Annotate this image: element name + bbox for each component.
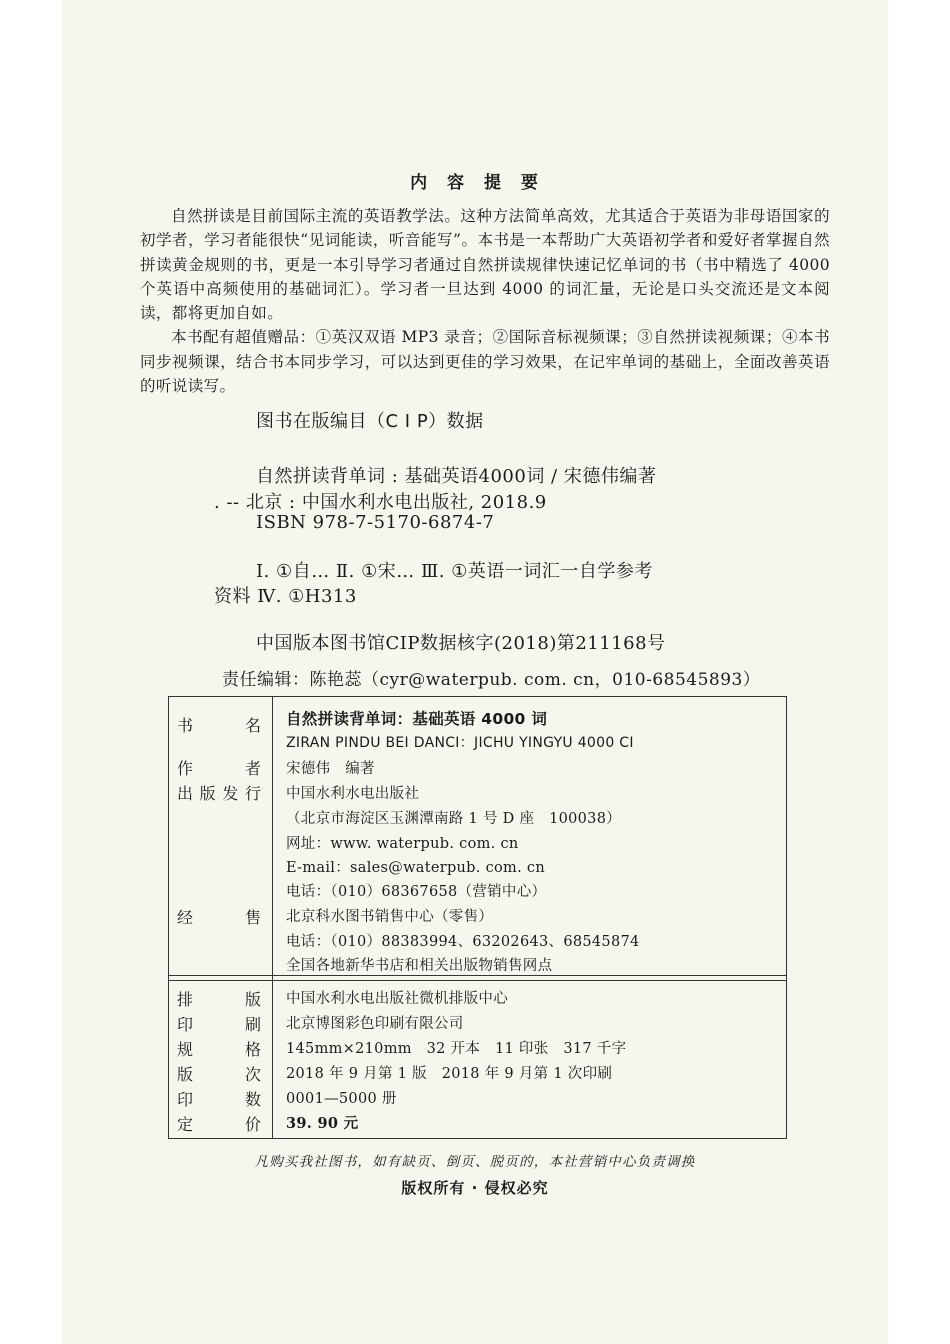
distribution-network: 全国各地新华书店和相关出版物销售网点 [286, 958, 553, 974]
cip-classification-line: Ⅰ. ①自… Ⅱ. ①宋… Ⅲ. ①英语一词汇一自学参考 [256, 561, 653, 582]
typesetting-value: 中国水利水电出版社微机排版中心 [286, 991, 508, 1007]
label-spec: 规 格 [177, 1040, 261, 1059]
cip-classification-line-2: 资料 Ⅳ. ①H313 [214, 586, 357, 607]
cip-heading: 图书在版编目（C I P）数据 [256, 411, 484, 432]
table-divider [272, 697, 273, 1138]
cip-title-line: 自然拼读背单词 : 基础英语4000词 / 宋德伟编著 [256, 466, 657, 487]
label-distribution: 经 售 [177, 908, 261, 927]
summary-title: 内 容 提 要 [410, 173, 540, 193]
responsible-editor: 责任编辑：陈艳蕊（cyr@waterpub. com. cn，010-68545893） [222, 670, 761, 690]
label-book-name: 书 名 [177, 716, 261, 735]
printing-value: 北京博图彩色印刷有限公司 [286, 1016, 464, 1032]
label-author: 作 者 [177, 759, 261, 778]
book-title-cn: 自然拼读背单词：基础英语 4000 词 [286, 710, 548, 728]
spec-value: 145mm×210mm 32 开本 11 印张 317 千字 [286, 1041, 627, 1057]
distributor-phone: 电话：（010）88383994、63202643、68545874 [286, 934, 640, 950]
cip-record-number: 中国版本图书馆CIP数据核字(2018)第211168号 [256, 633, 666, 654]
label-printing: 印 刷 [177, 1015, 261, 1034]
author-value: 宋德伟 编著 [286, 761, 375, 777]
publisher-website: 网址：www. waterpub. com. cn [286, 836, 519, 852]
print-run-value: 0001—5000 册 [286, 1091, 397, 1107]
cip-isbn-line: ISBN 978-7-5170-6874-7 [256, 512, 495, 533]
label-publisher: 出 版 发 行 [177, 784, 261, 803]
price-value: 39. 90 元 [286, 1115, 359, 1132]
summary-body [140, 204, 830, 398]
book-title-en: ZIRAN PINDU BEI DANCI：JICHU YINGYU 4000 CI [286, 735, 634, 751]
summary-paragraph: 自然拼读是目前国际主流的英语教学法。这种方法简单高效，尤其适合于英语为非母语国家的初学者，学习者能很快“见词能读，听音能写”。本书是一本帮助广大英语初学者和爱好者掌握自然拼读黄金规则的书，更是一本引导学习者通过自然拼读规律快速记忆单词的书（书中精选了 4000 个英语中高频使用的基础词汇）。学习者一旦达到 4000 的词汇量，无论是口头交流还是文本阅读，都将更加自如。 [140, 207, 830, 323]
return-policy-note: 凡购买我社图书，如有缺页、倒页、脱页的，本社营销中心负责调换 [254, 1154, 696, 1170]
publisher-address: （北京市海淀区玉渊潭南路 1 号 D 座 100038） [286, 811, 622, 827]
cip-publication-line: . -- 北京 : 中国水利水电出版社, 2018.9 [214, 492, 547, 513]
label-print-run: 印 数 [177, 1090, 261, 1109]
publisher-value: 中国水利水电出版社 [286, 786, 420, 802]
summary-paragraph: 本书配有超值赠品：①英汉双语 MP3 录音；②国际音标视频课；③自然拼读视频课；④本书同步视频课，结合书本同步学习，可以达到更佳的学习效果，在记牢单词的基础上，全面改善英语的听说读写。 [140, 328, 830, 396]
publisher-phone: 电话：（010）68367658（营销中心） [286, 884, 547, 900]
distributor-value: 北京科水图书销售中心（零售） [286, 909, 494, 925]
label-price: 定 价 [177, 1115, 261, 1134]
label-typesetting: 排 版 [177, 990, 261, 1009]
copyright-notice: 版权所有 · 侵权必究 [401, 1179, 549, 1197]
publisher-email: E-mail：sales@waterpub. com. cn [286, 860, 545, 876]
publication-info-table [168, 696, 787, 1139]
label-edition: 版 次 [177, 1065, 261, 1084]
table-section-separator [169, 975, 786, 981]
edition-value: 2018 年 9 月第 1 版 2018 年 9 月第 1 次印刷 [286, 1066, 613, 1082]
